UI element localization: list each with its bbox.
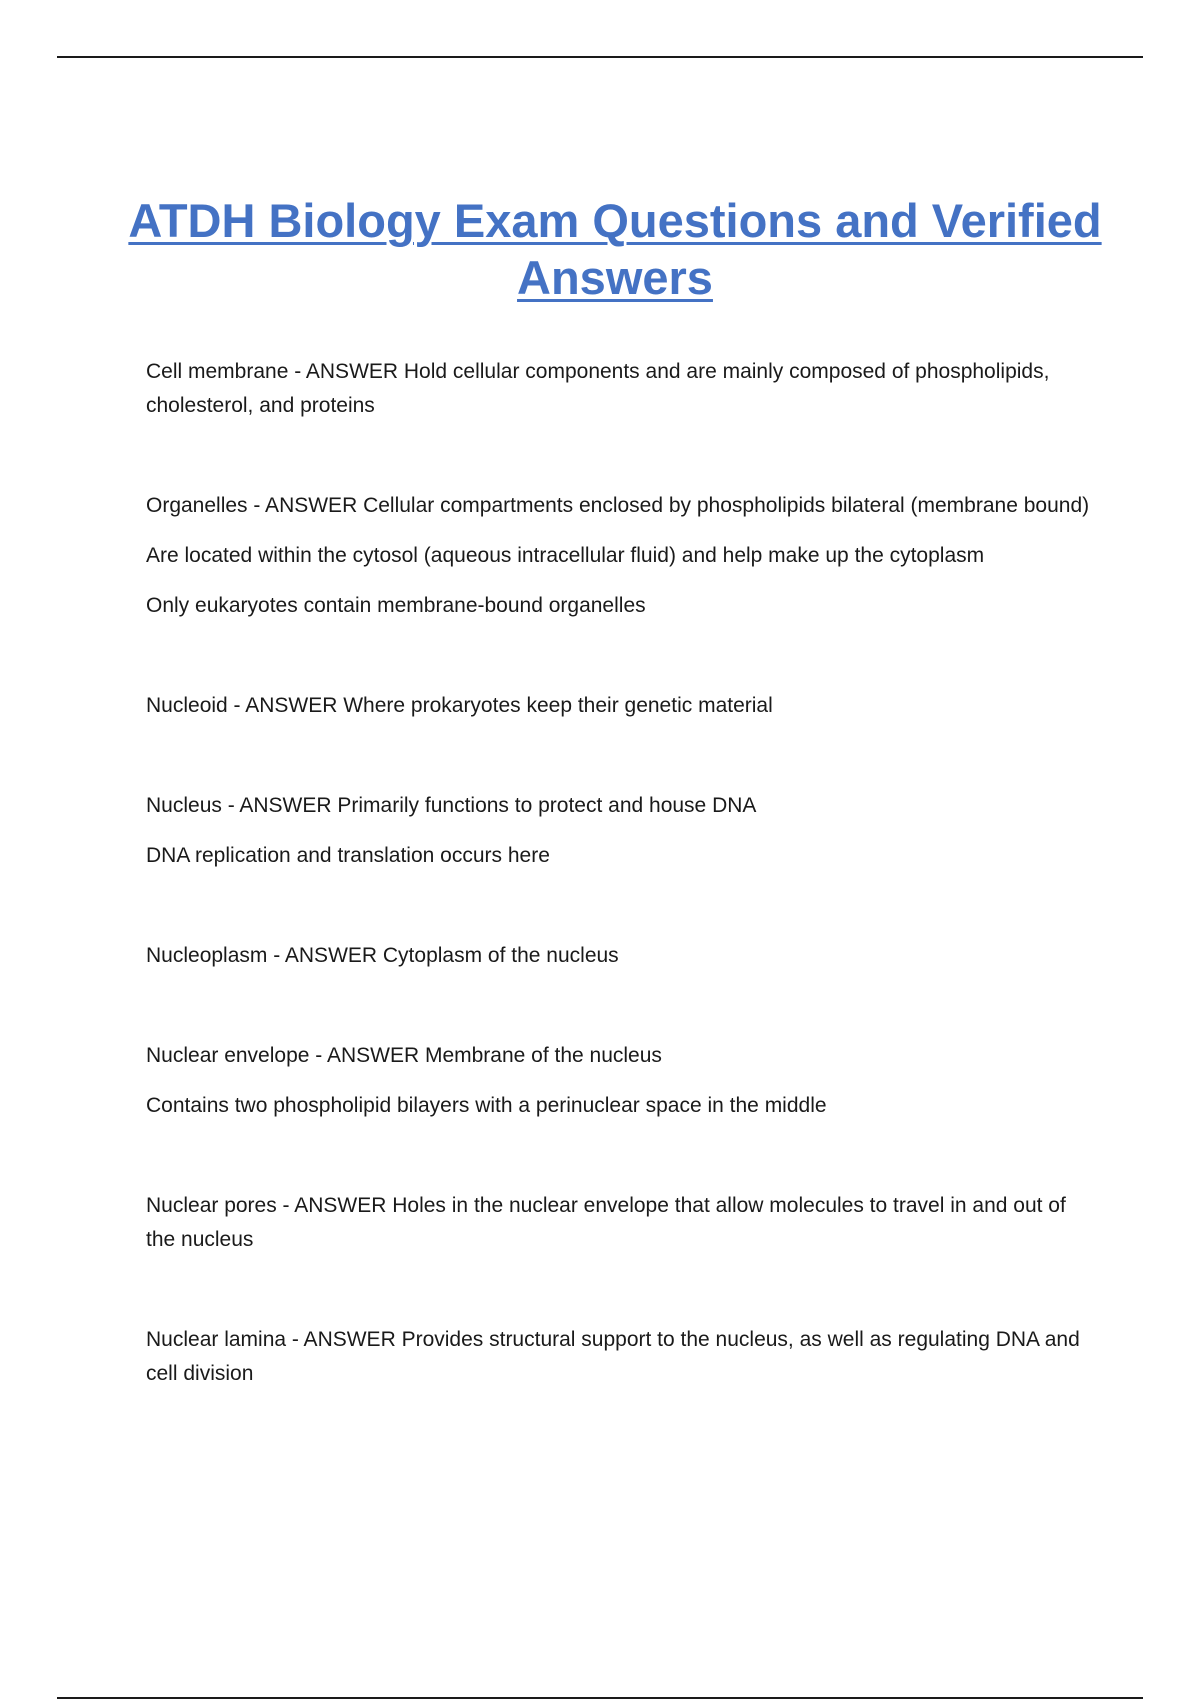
- qa-line: Nuclear pores - ANSWER Holes in the nuclear envelope that allow molecules to travel in and out of the nucleus: [146, 1194, 1066, 1251]
- qa-line: Nuclear lamina - ANSWER Provides structural support to the nucleus, as well as regulating DNA and cell division: [146, 1328, 1080, 1385]
- qa-line: Nuclear envelope - ANSWER Membrane of the nucleus: [146, 1044, 662, 1067]
- qa-entry: [146, 1189, 1096, 1257]
- qa-line: Contains two phospholipid bilayers with a perinuclear space in the middle: [146, 1094, 827, 1117]
- qa-entry: [146, 355, 1096, 423]
- qa-list: [146, 355, 1096, 1457]
- qa-entry: [146, 489, 1096, 623]
- qa-line: DNA replication and translation occurs here: [146, 844, 550, 867]
- qa-line: Nucleoid - ANSWER Where prokaryotes keep their genetic material: [146, 694, 773, 717]
- qa-entry: [146, 1039, 1096, 1123]
- bottom-rule: [57, 1697, 1143, 1699]
- qa-line: Organelles - ANSWER Cellular compartments enclosed by phospholipids bilateral (membrane bound): [146, 494, 1090, 517]
- top-rule: [57, 56, 1143, 58]
- qa-line: Are located within the cytosol (aqueous intracellular fluid) and help make up the cytoplasm: [146, 544, 985, 567]
- qa-line: Cell membrane - ANSWER Hold cellular components and are mainly composed of phospholipids, cholesterol, and proteins: [146, 360, 1050, 417]
- qa-line: Nucleoplasm - ANSWER Cytoplasm of the nucleus: [146, 944, 619, 967]
- qa-entry: [146, 939, 1096, 973]
- qa-entry: [146, 1323, 1096, 1391]
- document-title: ATDH Biology Exam Questions and Verified Answers: [128, 194, 1102, 304]
- qa-entry: [146, 789, 1096, 873]
- qa-entry: [146, 689, 1096, 723]
- qa-line: Nucleus - ANSWER Primarily functions to protect and house DNA: [146, 794, 757, 817]
- title-block: [100, 192, 1130, 306]
- qa-line: Only eukaryotes contain membrane-bound organelles: [146, 594, 646, 617]
